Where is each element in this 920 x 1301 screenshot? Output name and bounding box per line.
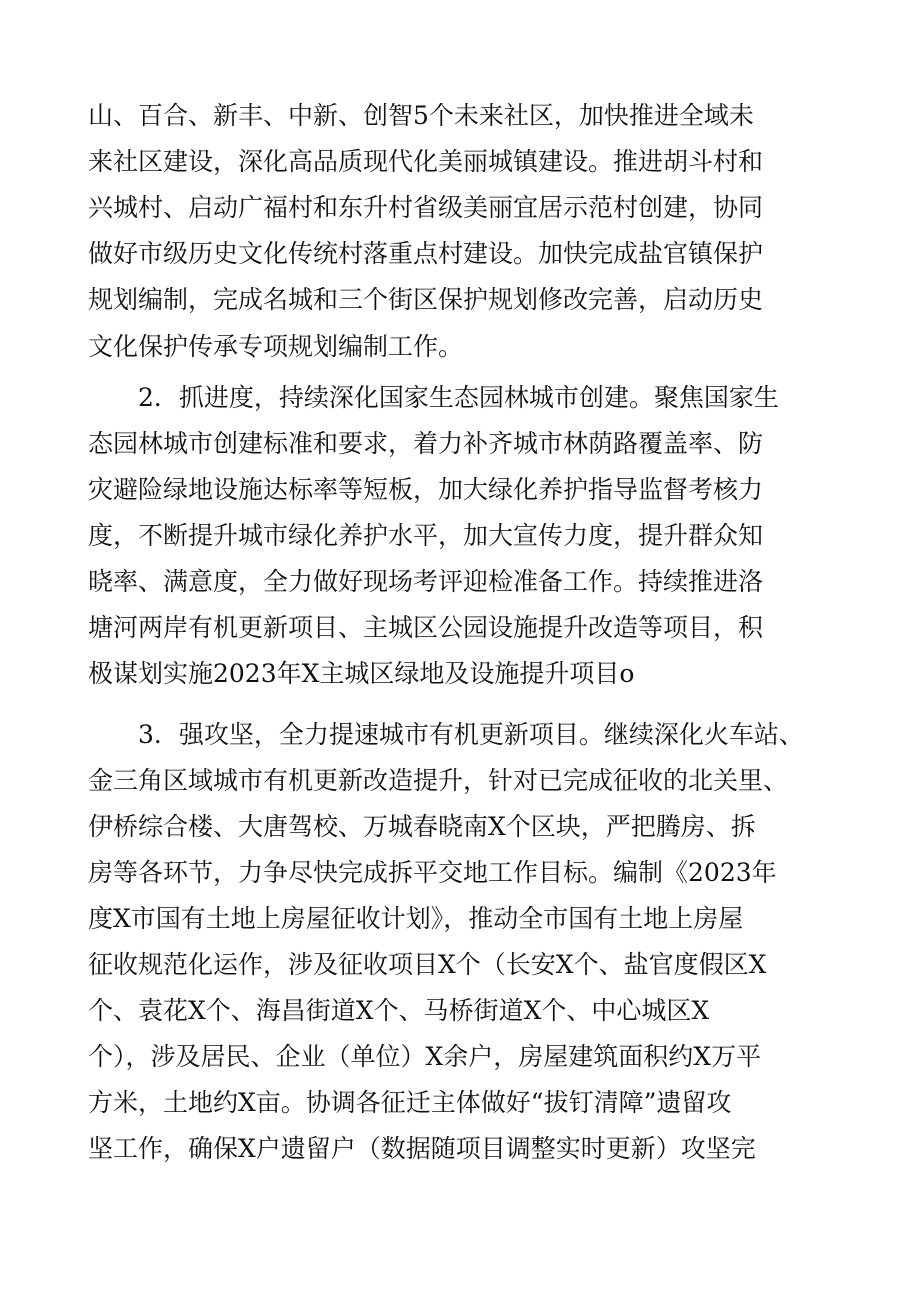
text-line: 做好市级历史文化传统村落重点村建设。加快完成盐官镇保护 [88, 239, 764, 268]
text-line: 坚工作，确保X户遗留户（数据随项目调整实时更新）攻坚完 [88, 1134, 756, 1163]
text-line: 塘河两岸有机更新项目、主城区公园设施提升改造等项目，积 [88, 613, 764, 642]
text-line: 征收规范化运作，涉及征收项目X个（长安X个、盐官度假区X [88, 950, 767, 979]
text-line: 伊桥综合楼、大唐驾校、万城春晓南X个区块，严把腾房、拆 [88, 812, 756, 841]
text-line: 灾避险绿地设施达标率等短板，加大绿化养护指导监督考核力 [88, 475, 764, 504]
text-line: 度X市国有土地上房屋征收计划》，推动全市国有土地上房屋 [88, 904, 744, 933]
text-line: 文化保护传承专项规划编制工作。 [88, 332, 464, 361]
paragraph-3-first-line: 3．强攻坚，全力提速城市有机更新项目。继续深化火车站、 [138, 720, 804, 749]
text-line: 兴城村、启动广福村和东升村省级美丽宜居示范村创建，协同 [88, 193, 764, 222]
text-line: 方米，土地约X亩。协调各征迁主体做好“拔钉清障”遗留攻 [88, 1088, 732, 1117]
text-line: 态园林城市创建标准和要求，着力补齐城市林荫路覆盖率、防 [88, 429, 764, 458]
text-line: 个），涉及居民、企业（单位）X余户，房屋建筑面积约X万平 [88, 1042, 762, 1071]
text-line: 规划编制，完成名城和三个街区保护规划修改完善，启动历史 [88, 285, 764, 314]
text-line: 金三角区域城市有机更新改造提升，针对已完成征收的北关里、 [88, 766, 789, 795]
text-line: 来社区建设，深化高品质现代化美丽城镇建设。推进胡斗村和 [88, 147, 764, 176]
paragraph-2-first-line: 2．抓进度，持续深化国家生态园林城市创建。聚焦国家生 [138, 383, 779, 412]
text-line: 极谋划实施2023年X主城区绿地及设施提升项目o [88, 659, 635, 688]
text-line: 山、百合、新丰、中新、创智5个未来社区，加快推进全域未 [88, 101, 754, 130]
text-line: 度，不断提升城市绿化养护水平，加大宣传力度，提升群众知 [88, 521, 764, 550]
text-line: 个、袁花X个、海昌街道X个、马桥街道X个、中心城区X [88, 996, 710, 1025]
text-line: 晓率、满意度，全力做好现场考评迎检准备工作。持续推进洛 [88, 567, 764, 596]
text-line: 房等各环节，力争尽快完成拆平交地工作目标。编制《2023年 [88, 858, 777, 887]
